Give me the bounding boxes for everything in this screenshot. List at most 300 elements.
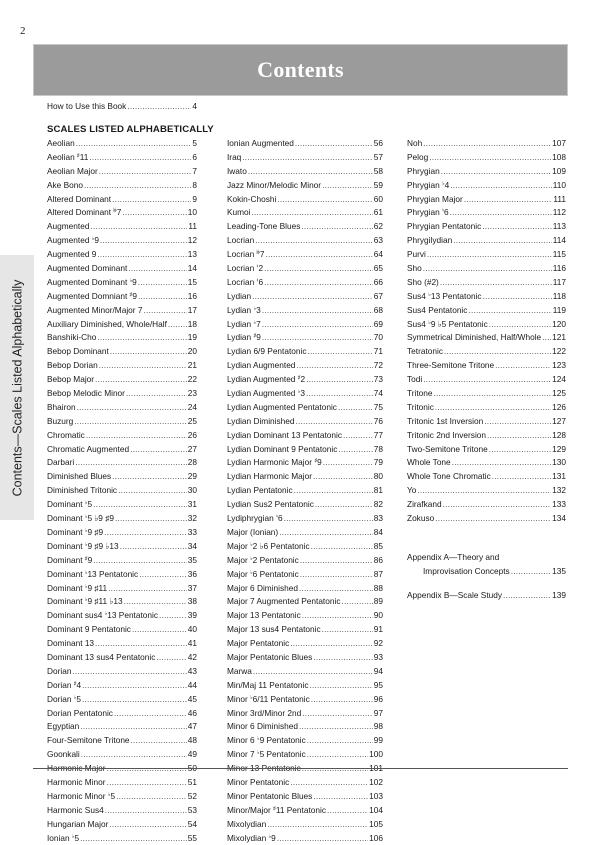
entry-page: 63 — [373, 235, 383, 246]
toc-entry[interactable] — [227, 345, 383, 359]
entry-page: 59 — [373, 179, 383, 190]
toc-entry[interactable] — [47, 637, 197, 651]
entry-name-text: Phrygian Pentatonic — [407, 221, 482, 232]
entry-name-suffix: 6 — [258, 276, 264, 287]
toc-entry[interactable] — [47, 193, 197, 207]
toc-entry[interactable] — [227, 665, 383, 679]
toc-entry[interactable] — [47, 693, 197, 707]
accidental-symbol: ♯ — [314, 458, 318, 465]
entry-name — [47, 790, 115, 804]
dot-leader — [464, 193, 553, 207]
toc-entry[interactable] — [227, 331, 383, 345]
toc-entry[interactable] — [227, 651, 383, 665]
toc-entry[interactable] — [227, 248, 383, 262]
toc-entry[interactable] — [47, 762, 197, 776]
entry-name-text: Zirafkand — [407, 499, 442, 510]
toc-entry[interactable] — [227, 832, 383, 845]
entry-name-suffix: 9 — [132, 290, 137, 301]
toc-entry[interactable] — [47, 443, 197, 457]
entry-page: 82 — [373, 499, 383, 510]
entry-name — [47, 318, 167, 332]
toc-entry[interactable] — [227, 818, 383, 832]
entry-name — [47, 540, 119, 554]
toc-entry[interactable] — [227, 693, 383, 707]
toc-entry[interactable] — [47, 776, 197, 790]
toc-entry[interactable] — [47, 595, 197, 609]
entry-name-suffix: 5 ♭9 ♯9 — [87, 513, 114, 524]
toc-entry[interactable] — [227, 484, 383, 498]
entry-page: 50 — [187, 763, 197, 774]
toc-entry[interactable] — [227, 790, 383, 804]
toc-entry[interactable] — [227, 373, 383, 387]
accidental-symbol: ♭ — [253, 305, 257, 312]
toc-entry[interactable] — [227, 276, 383, 290]
side-tab-label: Contents—Scales Listed Alphabetically — [10, 279, 25, 496]
toc-entry[interactable] — [227, 401, 383, 415]
toc-entry[interactable] — [227, 609, 383, 623]
toc-entry[interactable] — [227, 762, 383, 776]
entry-name — [47, 623, 131, 637]
toc-entry[interactable] — [227, 470, 383, 484]
toc-entry[interactable] — [47, 345, 197, 359]
entry-page: 9 — [192, 193, 197, 204]
entry-name — [407, 456, 451, 470]
entry-page: 30 — [187, 485, 197, 496]
toc-column-1 — [47, 137, 197, 845]
entry-page: 20 — [187, 346, 197, 357]
entry-name-suffix: 9 ♯11 ♭13 — [87, 596, 123, 607]
toc-entry[interactable] — [47, 623, 197, 637]
toc-entry[interactable] — [407, 220, 566, 234]
entry-name — [227, 665, 252, 679]
toc-entry[interactable] — [407, 443, 566, 457]
dot-leader — [295, 137, 373, 151]
toc-entry[interactable] — [47, 304, 197, 318]
toc-entry[interactable] — [227, 359, 383, 373]
entry-name-text: Minor — [227, 693, 251, 704]
entry-name-suffix: 13 Pentatonic — [430, 290, 482, 301]
toc-entry[interactable] — [47, 373, 197, 387]
toc-entry[interactable] — [47, 151, 197, 165]
entry-name — [227, 762, 301, 776]
entry-name-suffix: 6 Pentatonic — [252, 568, 299, 579]
toc-entry[interactable] — [47, 179, 197, 193]
toc-entry[interactable] — [227, 290, 383, 304]
entry-page: 60 — [373, 193, 383, 204]
dot-leader — [423, 137, 551, 151]
toc-entry[interactable] — [227, 387, 383, 401]
toc-entry[interactable] — [227, 568, 383, 582]
appendix-a-line1: Appendix A—Theory and — [407, 552, 500, 563]
entry-name-text: Dominant 13 sus4 Pentatonic — [47, 651, 156, 662]
toc-entry[interactable] — [227, 429, 383, 443]
toc-entry[interactable] — [227, 540, 383, 554]
toc-entry[interactable] — [407, 359, 566, 373]
toc-entry[interactable] — [47, 234, 197, 248]
entry-name-text: Minor 7 — [227, 749, 257, 760]
toc-entry[interactable] — [47, 359, 197, 373]
header-bar — [33, 44, 568, 96]
toc-entry[interactable] — [47, 262, 197, 276]
toc-entry[interactable] — [227, 206, 383, 220]
toc-entry[interactable] — [227, 220, 383, 234]
entry-page: 18 — [187, 318, 197, 329]
entry-name-text: Iraq — [227, 151, 242, 162]
toc-entry[interactable] — [227, 443, 383, 457]
dot-leader — [89, 151, 191, 165]
entry-name-suffix: 9 — [87, 554, 93, 565]
toc-entry[interactable] — [227, 637, 383, 651]
toc-entry[interactable] — [407, 248, 566, 262]
dot-leader — [97, 331, 186, 345]
toc-entry[interactable] — [227, 137, 383, 151]
toc-entry[interactable] — [407, 498, 566, 512]
toc-entry[interactable] — [407, 151, 566, 165]
entry-page: 53 — [187, 804, 197, 815]
entry-name — [227, 373, 305, 387]
entry-name — [227, 206, 251, 220]
toc-entry[interactable] — [407, 484, 566, 498]
entry-name — [407, 290, 482, 304]
dot-leader — [308, 345, 373, 359]
entry-name — [47, 554, 92, 568]
toc-entry[interactable] — [227, 512, 383, 526]
entry-name-text: Minor 3rd/Minor 2nd — [227, 707, 302, 718]
toc-entry[interactable] — [407, 290, 566, 304]
entry-page: 35 — [187, 554, 197, 565]
entry-name — [227, 623, 321, 637]
entry-name — [47, 693, 81, 707]
toc-entry[interactable] — [47, 748, 197, 762]
entry-name-text: Major — [227, 554, 251, 565]
entry-name-text: Dorian — [47, 665, 72, 676]
entry-name-text: Four-Semitone Tritone — [47, 735, 130, 746]
entry-name-text: Harmonic Minor — [47, 790, 108, 801]
entry-name-text: Minor 6 Diminished — [227, 721, 299, 732]
toc-entry[interactable] — [227, 415, 383, 429]
toc-entry[interactable] — [47, 401, 197, 415]
entry-name-text: Chromatic Augmented — [47, 443, 130, 454]
entry-page: 79 — [373, 457, 383, 468]
entry-name — [47, 804, 104, 818]
toc-entry[interactable] — [407, 165, 566, 179]
entry-page: 17 — [187, 304, 197, 315]
toc-entry[interactable] — [227, 262, 383, 276]
entry-name-suffix: 9 ♭5 Pentatonic — [430, 318, 488, 329]
entry-page: 73 — [373, 374, 383, 385]
entry-name-text: Dorian — [47, 693, 74, 704]
dot-leader — [542, 331, 551, 345]
entry-page: 96 — [373, 693, 383, 704]
toc-entry[interactable] — [407, 373, 566, 387]
toc-entry[interactable] — [407, 429, 566, 443]
entry-name-text: Phrygian — [407, 165, 440, 176]
entry-name — [47, 665, 71, 679]
toc-entry[interactable] — [407, 179, 566, 193]
toc-entry[interactable] — [47, 206, 197, 220]
entry-page: 31 — [187, 499, 197, 510]
toc-entry[interactable] — [47, 540, 197, 554]
entry-page: 6 — [192, 151, 197, 162]
dot-leader — [435, 401, 551, 415]
toc-entry[interactable] — [227, 582, 383, 596]
toc-entry-how-to-use[interactable] — [47, 100, 197, 114]
entry-name: Appendix B—Scale Study — [407, 589, 503, 600]
entry-name — [47, 331, 96, 345]
toc-entry[interactable] — [47, 734, 197, 748]
entry-page: 81 — [373, 485, 383, 496]
entry-page: 98 — [373, 721, 383, 732]
accidental-symbol: ♭ — [129, 277, 133, 284]
dot-leader — [132, 623, 187, 637]
toc-entry[interactable] — [227, 707, 383, 721]
entry-name — [47, 165, 98, 179]
toc-entry[interactable] — [407, 276, 566, 290]
dot-leader — [495, 359, 551, 373]
entry-name — [227, 345, 307, 359]
entry-name-text: Buzurg — [47, 415, 74, 426]
entry-page: 75 — [373, 401, 383, 412]
entry-name — [227, 470, 312, 484]
entry-page: 125 — [552, 388, 566, 399]
toc-entry[interactable] — [47, 609, 197, 623]
toc-entry[interactable] — [47, 137, 197, 151]
dot-leader — [417, 484, 551, 498]
entry-name-text: Dominant — [47, 568, 85, 579]
entry-name-text: Bebop Dominant — [47, 346, 109, 357]
toc-entry[interactable] — [227, 554, 383, 568]
dot-leader — [131, 734, 187, 748]
entry-page: 22 — [187, 374, 197, 385]
toc-entry[interactable] — [227, 234, 383, 248]
toc-entry[interactable] — [47, 290, 197, 304]
toc-entry[interactable] — [47, 429, 197, 443]
entry-name-text: Augmented Domniant — [47, 290, 130, 301]
toc-entry[interactable] — [407, 304, 566, 318]
dot-leader — [252, 206, 373, 220]
entry-name-suffix: 9 — [132, 276, 137, 287]
toc-entry[interactable] — [47, 804, 197, 818]
entry-name-text: Leading-Tone Blues — [227, 221, 301, 232]
entry-name-text: Lydian Harmonic Major — [227, 471, 312, 482]
entry-name — [227, 637, 289, 651]
entry-name-text: Lydiphrygian — [227, 513, 277, 524]
toc-entry[interactable] — [227, 456, 383, 470]
entry-name — [47, 720, 79, 734]
entry-name-text: Lydian Pentatonic — [227, 485, 293, 496]
toc-entry[interactable] — [227, 304, 383, 318]
appendix-b[interactable] — [407, 589, 566, 603]
entry-name-text: Major 7 Augmented Pentatonic — [227, 596, 341, 607]
toc-entry[interactable] — [227, 734, 383, 748]
toc-entry[interactable] — [47, 498, 197, 512]
dot-leader — [80, 832, 187, 845]
entry-name-text: Ionian — [47, 832, 72, 843]
toc-entry[interactable] — [407, 387, 566, 401]
entry-name — [227, 554, 299, 568]
toc-entry[interactable] — [47, 582, 197, 596]
toc-entry[interactable] — [407, 401, 566, 415]
toc-entry[interactable] — [227, 165, 383, 179]
entry-name — [47, 234, 99, 248]
toc-entry[interactable] — [47, 456, 197, 470]
toc-entry[interactable] — [227, 498, 383, 512]
entry-name — [47, 220, 89, 234]
entry-name — [47, 248, 96, 262]
entry-name-text: Tritone — [407, 388, 433, 399]
entry-name-text: Minor 6 — [227, 735, 257, 746]
dot-leader — [122, 206, 186, 220]
entry-page: 26 — [187, 429, 197, 440]
entry-name — [227, 832, 276, 845]
entry-page: 64 — [373, 249, 383, 260]
accidental-symbol: ♭ — [250, 541, 253, 548]
entry-page: 23 — [187, 388, 197, 399]
dot-leader — [95, 637, 187, 651]
entry-name-text: Augmented Minor/Major 7 — [47, 304, 143, 315]
entry-name-text: Ake Bono — [47, 179, 83, 190]
dot-leader — [118, 484, 187, 498]
toc-entry[interactable] — [407, 193, 566, 207]
toc-entry[interactable] — [227, 151, 383, 165]
entry-name-text: Tritonic 2nd Inversion — [407, 429, 487, 440]
toc-entry[interactable] — [47, 707, 197, 721]
toc-entry[interactable] — [47, 679, 197, 693]
toc-entry[interactable] — [47, 470, 197, 484]
dot-leader — [104, 526, 187, 540]
entry-page: 11 — [188, 221, 197, 232]
entry-name-text: Chromatic — [47, 429, 85, 440]
dot-leader — [130, 443, 187, 457]
toc-entry[interactable] — [47, 220, 197, 234]
toc-entry[interactable] — [47, 387, 197, 401]
entry-name — [407, 484, 416, 498]
entry-name-text: Iwato — [227, 165, 247, 176]
accidental-symbol: ♮ — [276, 514, 279, 521]
entry-name-suffix: 5 — [76, 693, 81, 704]
toc-entry[interactable] — [47, 512, 197, 526]
dot-leader — [242, 151, 372, 165]
toc-entry[interactable] — [227, 193, 383, 207]
toc-entry[interactable] — [47, 318, 197, 332]
toc-entry[interactable] — [47, 651, 197, 665]
toc-entry[interactable] — [47, 818, 197, 832]
entry-page: 116 — [552, 263, 566, 274]
toc-entry[interactable] — [47, 331, 197, 345]
entry-name-suffix: 9 ♯9 — [87, 526, 104, 537]
entry-page: 55 — [187, 832, 197, 843]
toc-entry[interactable] — [407, 234, 566, 248]
toc-entry[interactable] — [227, 804, 383, 818]
entry-page: 29 — [187, 471, 197, 482]
entry-page: 108 — [552, 151, 566, 162]
toc-entry[interactable] — [227, 318, 383, 332]
entry-page: 19 — [187, 332, 197, 343]
entry-name — [227, 818, 266, 832]
toc-entry[interactable] — [47, 484, 197, 498]
entry-page: 97 — [373, 707, 383, 718]
entry-page: 134 — [552, 513, 566, 524]
dot-leader — [97, 248, 186, 262]
entry-page: 118 — [552, 290, 566, 301]
entry-page: 52 — [187, 790, 197, 801]
dot-leader — [482, 220, 552, 234]
entry-page: 4 — [192, 101, 197, 111]
toc-entry[interactable] — [47, 526, 197, 540]
accidental-symbol: ♭ — [73, 694, 77, 701]
toc-entry[interactable] — [227, 748, 383, 762]
toc-entry[interactable] — [407, 137, 566, 151]
entry-name-text: Lydian Dominant 9 Pentatonic — [227, 443, 338, 454]
toc-entry[interactable] — [47, 276, 197, 290]
entry-page: 102 — [369, 776, 383, 787]
dot-leader — [124, 595, 187, 609]
toc-entry[interactable] — [227, 526, 383, 540]
toc-entry[interactable] — [47, 568, 197, 582]
toc-entry[interactable] — [407, 206, 566, 220]
toc-entry[interactable] — [407, 415, 566, 429]
toc-entry[interactable] — [407, 512, 566, 526]
toc-entry[interactable] — [47, 720, 197, 734]
entry-name-text: Altered Dominant — [47, 207, 114, 218]
entry-page: 38 — [187, 596, 197, 607]
entry-name — [407, 262, 422, 276]
entry-name-suffix: 9 Pentatonic — [259, 735, 306, 746]
toc-entry[interactable] — [227, 679, 383, 693]
toc-entry[interactable] — [407, 456, 566, 470]
toc-entry[interactable] — [407, 262, 566, 276]
dot-leader — [299, 720, 373, 734]
entry-name-text: Locrian — [227, 276, 257, 287]
entry-name — [227, 790, 312, 804]
toc-entry[interactable] — [47, 165, 197, 179]
toc-column-3 — [407, 137, 566, 526]
toc-entry[interactable] — [47, 832, 197, 845]
entry-name-text: Aeolian — [47, 151, 77, 162]
entry-name-text: Phrygian Major — [407, 193, 463, 204]
toc-entry[interactable] — [227, 623, 383, 637]
toc-entry[interactable] — [47, 248, 197, 262]
toc-entry[interactable] — [47, 554, 197, 568]
entry-name — [47, 762, 106, 776]
toc-entry[interactable] — [227, 595, 383, 609]
toc-entry[interactable] — [407, 318, 566, 332]
entry-name — [407, 137, 422, 151]
toc-entry[interactable] — [47, 790, 197, 804]
toc-entry[interactable] — [227, 179, 383, 193]
toc-column-2 — [227, 137, 383, 845]
toc-entry[interactable] — [407, 331, 566, 345]
entry-name-text: Lydian — [227, 290, 252, 301]
entry-name — [227, 262, 263, 276]
entry-page: 48 — [187, 735, 197, 746]
toc-entry[interactable] — [407, 345, 566, 359]
entry-page: 128 — [552, 429, 566, 440]
toc-entry[interactable] — [407, 470, 566, 484]
dot-leader — [72, 665, 186, 679]
appendix-a[interactable] — [407, 551, 566, 579]
dot-leader — [127, 100, 191, 114]
dot-leader — [313, 651, 372, 665]
accidental-symbol: ♭ — [250, 555, 253, 562]
toc-entry[interactable] — [227, 776, 383, 790]
accidental-symbol: ♭ — [297, 389, 301, 396]
toc-entry[interactable] — [227, 720, 383, 734]
entry-page: 27 — [187, 443, 197, 454]
entry-name — [227, 595, 340, 609]
toc-entry[interactable] — [47, 665, 197, 679]
toc-entry[interactable] — [47, 415, 197, 429]
